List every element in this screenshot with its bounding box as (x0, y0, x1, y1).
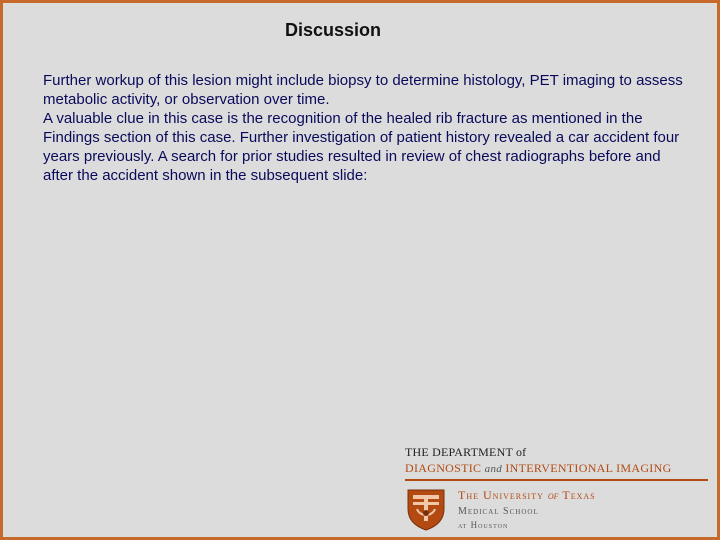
university-name (458, 488, 596, 503)
body-paragraph-2: A valuable clue in this case is the recognition of the healed rib fracture as mentioned in the Findings section of this case. Further investigation of patient history revealed a car accident four years previously. A search for prior studies resulted in review of chest radiographs before and after the accident shown in the subsequent slide: (43, 110, 680, 184)
dept-line-1: THE DEPARTMENT of (405, 445, 527, 459)
dept-name-diagnostic: DIAGNOSTIC (405, 461, 482, 475)
logo-divider (405, 479, 708, 481)
ut-seal-icon (405, 487, 447, 531)
department-logo (401, 443, 713, 539)
houston-line: at Houston (458, 520, 509, 530)
body-paragraph-1: Further workup of this lesion might include biopsy to determine histology, PET imaging to assess metabolic activity, or observation over time. (43, 72, 683, 108)
dept-line-2 (405, 461, 672, 476)
university-name-part-2: Texas (562, 488, 596, 502)
slide-body (43, 71, 683, 185)
dept-name-and: and (484, 463, 503, 475)
university-name-of: of (547, 488, 559, 502)
dept-name-interventional: INTERVENTIONAL IMAGING (505, 461, 672, 475)
university-name-part-1: The University (458, 488, 544, 502)
medical-school-line: Medical School (458, 506, 539, 517)
slide-title: Discussion (285, 20, 382, 40)
